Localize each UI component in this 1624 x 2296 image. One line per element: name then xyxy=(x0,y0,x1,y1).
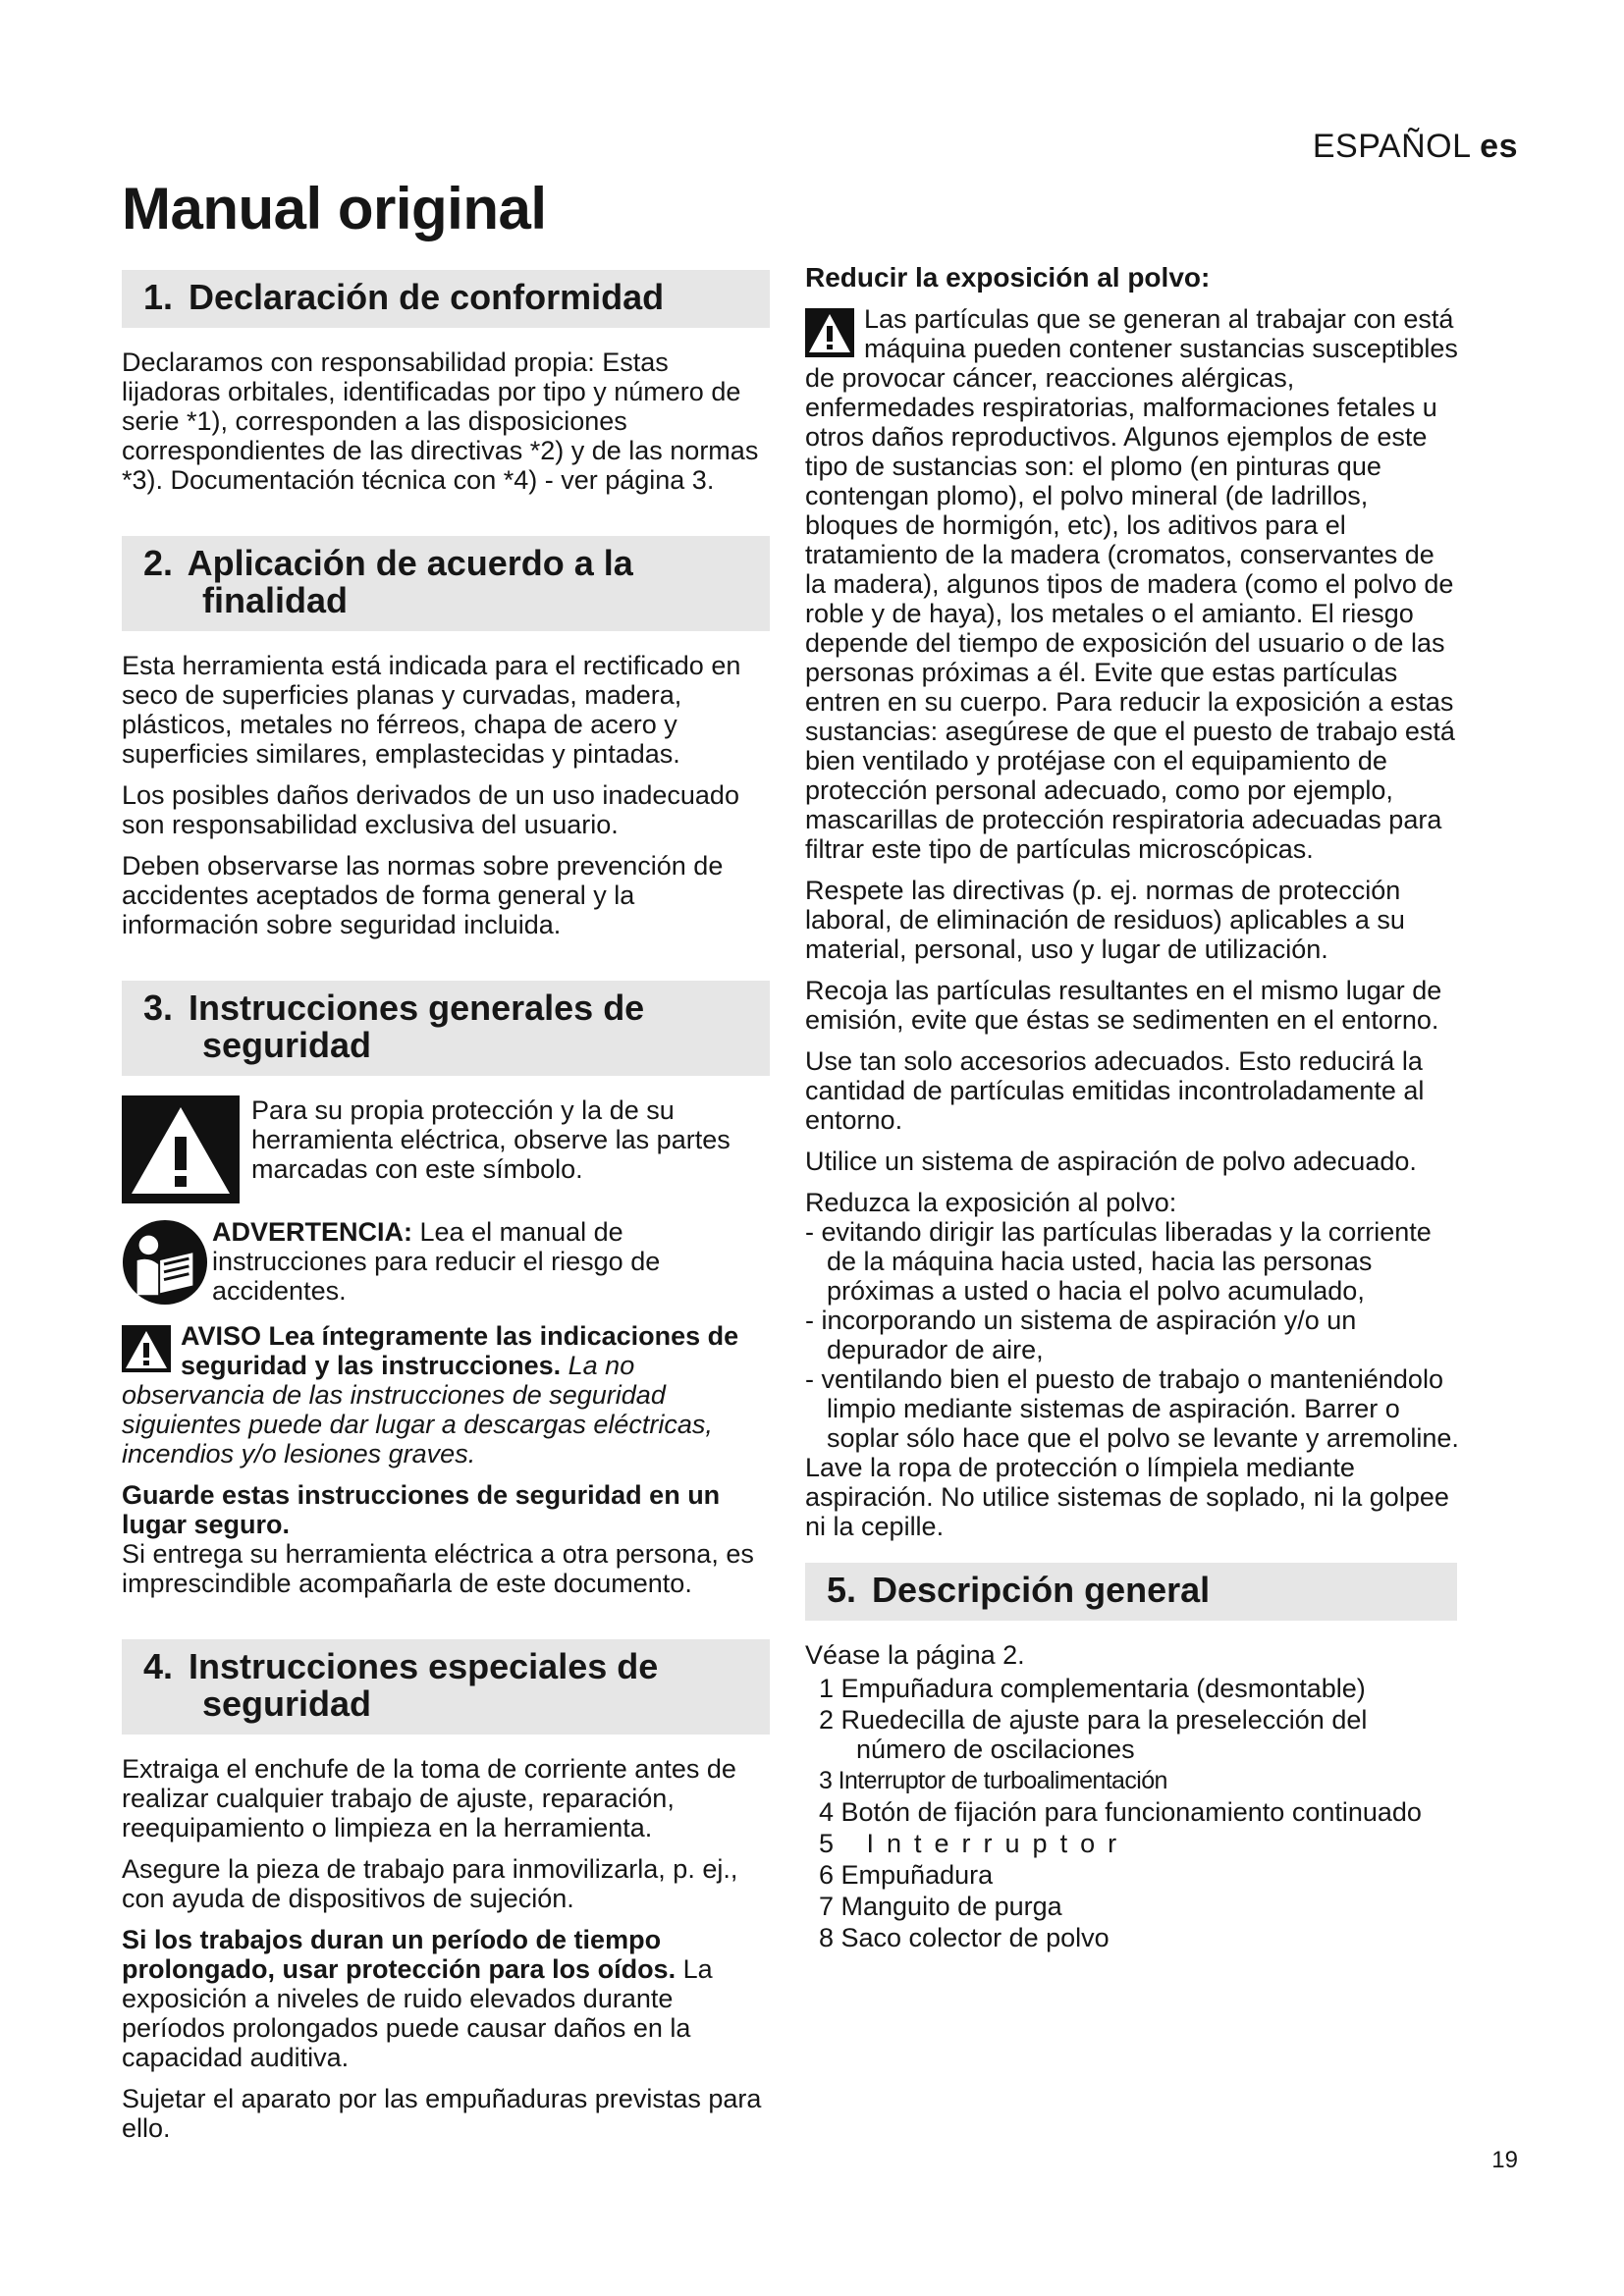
section-5-intro: Véase la página 2. xyxy=(805,1640,1025,1670)
section-4-number: 4. xyxy=(143,1646,174,1686)
warning-text: Lea el manual de instrucciones para reducir el riesgo de accidentes. xyxy=(212,1217,661,1306)
dust-paragraph-7: Lave la ropa de protección o límpiela mediante aspiración. No utilice sistemas de soplado, ni la golpee ni la cepille. xyxy=(805,1453,1449,1541)
list-item: 8 Saco colector de polvo xyxy=(819,1923,1110,1952)
section-5-title: Descripción general xyxy=(872,1570,1211,1610)
warning-triangle-icon xyxy=(122,1095,240,1203)
dust-reduce-intro: Reduzca la exposición al polvo: xyxy=(805,1188,1177,1217)
guarde-bold-text: Guarde estas instrucciones de seguridad en un lugar seguro. xyxy=(122,1480,721,1539)
dust-dash-item-3: - ventilando bien el puesto de trabajo o manteniéndolo limpio mediante sistemas de aspiración. Barrer o soplar sólo hace que el polvo se levante y arremoline. xyxy=(805,1364,1459,1453)
dust-dash-item-1: - evitando dirigir las partículas liberadas y la corriente de la máquina hacia usted, hacia las personas próximas a usted o hacia el polvo acumulado, xyxy=(805,1217,1432,1306)
section-1-body: Declaramos con responsabilidad propia: Estas lijadoras orbitales, identificadas por tipo y número de serie *1), corresponden a las disposiciones correspondientes de las directivas *2) y de las normas *3). Documentación técnica con *4) - ver página 3. xyxy=(122,347,759,495)
section-2-paragraph-3: Deben observarse las normas sobre prevención de accidentes aceptados de forma general y la información sobre seguridad incluida. xyxy=(122,851,724,939)
section-4-paragraph-1: Extraiga el enchufe de la toma de corriente antes de realizar cualquier trabajo de ajuste, reparación, reequipamiento o limpieza en la herramienta. xyxy=(122,1754,736,1842)
dust-paragraph-5: Utilice un sistema de aspiración de polvo adecuado. xyxy=(805,1147,1417,1176)
language-code: es xyxy=(1480,128,1518,165)
dust-main-paragraph xyxy=(805,304,1461,864)
section-3-title-line2: seguridad xyxy=(202,1025,372,1065)
dust-dash-item-2: - incorporando un sistema de aspiración y/o un depurador de aire, xyxy=(805,1306,1357,1364)
warning-label: ADVERTENCIA: xyxy=(212,1217,413,1247)
list-item: 7 Manguito de purga xyxy=(819,1892,1062,1921)
aviso-note xyxy=(122,1321,770,1468)
section-1-title: Declaración de conformidad xyxy=(189,277,665,317)
section-5-heading xyxy=(805,1563,1457,1621)
guarde-text: Si entrega su herramienta eléctrica a otra persona, es imprescindible acompañarla de este documento. xyxy=(122,1539,754,1598)
warning-triangle-small-icon xyxy=(805,308,854,357)
dust-heading: Reducir la exposición al polvo: xyxy=(805,262,1211,293)
section-3-number: 3. xyxy=(143,988,174,1028)
section-4-hearing-text: La exposición a niveles de ruido elevados durante períodos prolongados puede causar daños en la capacidad auditiva. xyxy=(122,1954,713,2072)
safety-symbol-note xyxy=(122,1095,770,1203)
warning-triangle-small-icon xyxy=(122,1325,171,1372)
list-item: 2 Ruedecilla de ajuste para la preselección del número de oscilaciones xyxy=(819,1705,1368,1764)
safety-symbol-text: Para su propia protección y la de su herramienta eléctrica, observe las partes marcadas con este símbolo. xyxy=(251,1095,731,1184)
language-label: ESPAÑOL es xyxy=(1312,128,1518,165)
section-3-title-line1: Instrucciones generales de xyxy=(189,988,645,1028)
list-item: 6 Empuñadura xyxy=(819,1860,994,1890)
section-4-hearing-bold: Si los trabajos duran un período de tiempo prolongado, usar protección para los oídos. xyxy=(122,1925,677,1984)
section-4-paragraph-2: Asegure la pieza de trabajo para inmovilizarla, p. ej., con ayuda de dispositivos de sujeción. xyxy=(122,1854,738,1913)
list-item: 1 Empuñadura complementaria (desmontable) xyxy=(819,1674,1366,1703)
section-4-title-line2: seguridad xyxy=(202,1683,372,1724)
section-3-heading xyxy=(122,981,770,1076)
parts-list xyxy=(805,1674,1461,1952)
section-2-paragraph-1: Esta herramienta está indicada para el rectificado en seco de superficies planas y curvadas, madera, plásticos, metales no férreos, chapa de acero y superficies similares, emplastecidas y pintadas. xyxy=(122,651,741,769)
dust-paragraph-2: Respete las directivas (p. ej. normas de protección laboral, de eliminación de residuos) aplicables a su material, personal, uso y lugar de utilización. xyxy=(805,876,1405,964)
aviso-italic-text: La no observancia de las instrucciones de seguridad siguientes puede dar lugar a descargas eléctricas, incendios y/o lesiones graves. xyxy=(122,1351,713,1468)
aviso-bold-text: AVISO Lea íntegramente las indicaciones de seguridad y las instrucciones. xyxy=(181,1321,739,1380)
list-item: 4 Botón de fijación para funcionamiento continuado xyxy=(819,1797,1422,1827)
manual-warning-note xyxy=(122,1217,770,1308)
dust-paragraph-4: Use tan solo accesorios adecuados. Esto reducirá la cantidad de partículas emitidas incontroladamente al entorno. xyxy=(805,1046,1425,1135)
section-2-title-line1: Aplicación de acuerdo a la xyxy=(187,543,633,583)
section-4-title-line1: Instrucciones especiales de xyxy=(189,1646,659,1686)
read-manual-icon xyxy=(122,1217,208,1308)
section-2-heading xyxy=(122,536,770,631)
right-column xyxy=(805,263,1461,1954)
document-title: Manual original xyxy=(122,176,547,241)
section-4-paragraph-4: Sujetar el aparato por las empuñaduras previstas para ello. xyxy=(122,2084,762,2143)
section-4-heading xyxy=(122,1639,770,1735)
list-item: 3 Interruptor de turboalimentación xyxy=(819,1767,1167,1794)
dust-paragraph-3: Recoja las partículas resultantes en el mismo lugar de emisión, evite que éstas se sedimenten en el entorno. xyxy=(805,976,1442,1035)
section-2-number: 2. xyxy=(143,543,174,583)
section-5-number: 5. xyxy=(827,1570,857,1610)
dust-paragraph-1: Las partículas que se generan al trabajar con está máquina pueden contener sustancias susceptibles de provocar cáncer, reacciones alérgicas, enfermedades respiratorias, malformaciones fetales u otros daños reproductivos. Algunos ejemplos de este tipo de sustancias son: el plomo (en pinturas que contengan plomo), el polvo mineral (de ladrillos, bloques de hormigón, etc), los aditivos para el tratamiento de la madera (cromatos, conservantes de la madera), algunos tipos de madera (como el polvo de roble y de haya), los metales o el amianto. El riesgo depende del tiempo de exposición del usuario o de las personas próximas a él. Evite que estas partículas entren en su cuerpo. Para reducir la exposición a estas sustancias: asegúrese de que el puesto de trabajo está bien ventilado y protéjase con el equipamiento de protección personal adecuado, como por ejemplo, mascarillas de protección respiratoria adecuadas para filtrar este tipo de partículas microscópicas. xyxy=(805,304,1458,864)
section-2-title-line2: finalidad xyxy=(202,580,349,620)
list-item: 5 Interruptor xyxy=(819,1829,1130,1858)
page-number: 19 xyxy=(1491,2147,1518,2173)
section-1-heading xyxy=(122,270,770,328)
left-column xyxy=(122,270,770,2155)
section-2-paragraph-2: Los posibles daños derivados de un uso inadecuado son responsabilidad exclusiva del usuario. xyxy=(122,780,739,839)
section-1-number: 1. xyxy=(143,277,174,317)
